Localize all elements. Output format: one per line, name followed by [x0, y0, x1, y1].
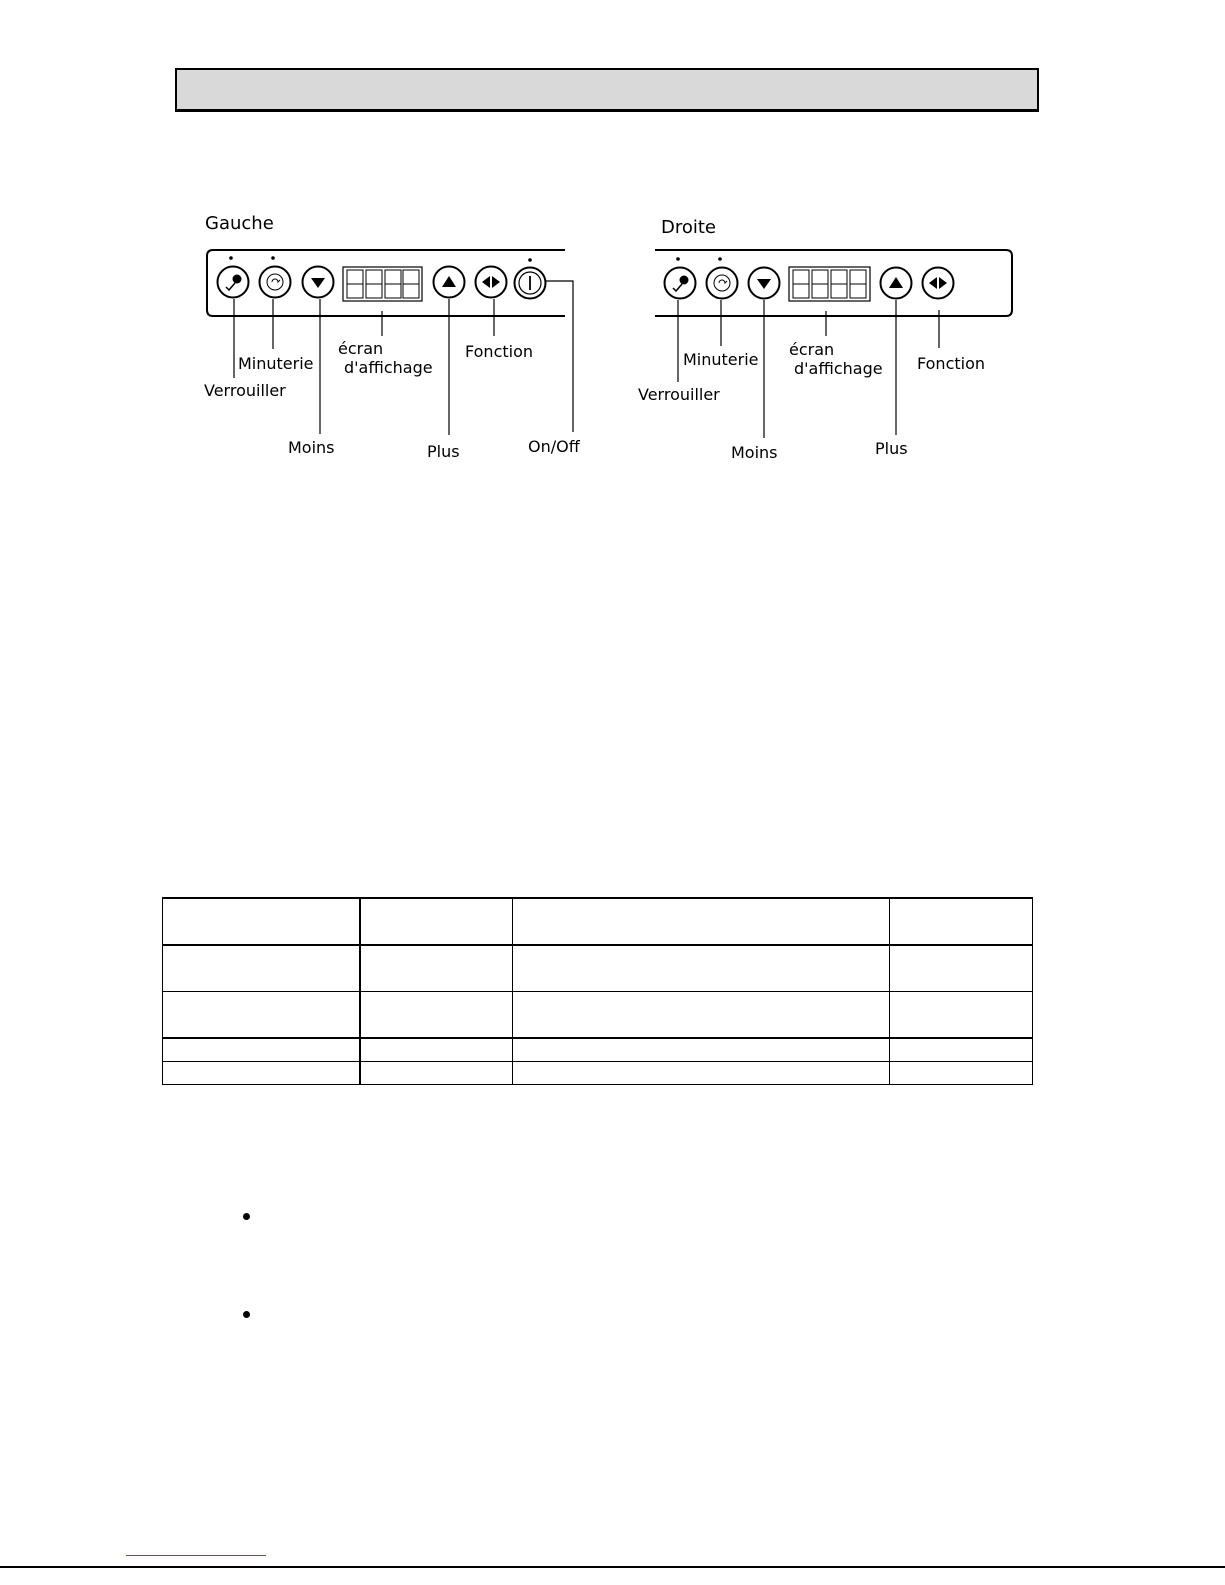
table-cell	[163, 945, 360, 992]
right-minus-button[interactable]	[749, 268, 780, 299]
timer-button[interactable]	[260, 267, 291, 298]
right-lock-indicator-dot	[676, 257, 680, 261]
table-row	[163, 1038, 1033, 1062]
specification-table	[162, 897, 1033, 1085]
table-cell	[513, 1038, 890, 1062]
table-cell	[513, 945, 890, 992]
right-panel-title: Droite	[661, 217, 717, 238]
left-label-minus: Moins	[288, 438, 335, 457]
table-header-cell	[163, 898, 360, 945]
table-cell	[890, 945, 1033, 992]
table-cell	[163, 1038, 360, 1062]
table-cell	[360, 1062, 513, 1085]
lock-indicator-dot	[229, 256, 233, 260]
table-cell	[163, 1062, 360, 1085]
lock-button[interactable]	[218, 267, 249, 298]
plus-button[interactable]	[434, 267, 465, 298]
right-timer-button[interactable]	[707, 268, 738, 299]
left-label-display-1: écran	[338, 339, 384, 358]
right-timer-indicator-dot	[718, 257, 722, 261]
hyperlink-underline[interactable]	[126, 1555, 266, 1556]
onoff-indicator-dot	[528, 258, 532, 262]
table-row	[163, 945, 1033, 992]
table-cell	[360, 945, 513, 992]
table-cell	[360, 992, 513, 1039]
bullet-point	[243, 1213, 250, 1220]
left-panel-title: Gauche	[205, 213, 274, 234]
footer-rule	[0, 1566, 1225, 1568]
table-cell	[360, 1038, 513, 1062]
table-header-cell	[890, 898, 1033, 945]
table-header-cell	[513, 898, 890, 945]
timer-indicator-dot	[271, 256, 275, 260]
table-row	[163, 992, 1033, 1039]
right-lock-button[interactable]	[665, 268, 696, 299]
table-cell	[890, 1038, 1033, 1062]
left-label-timer: Minuterie	[238, 354, 314, 373]
table-cell	[513, 1062, 890, 1085]
table-cell	[513, 992, 890, 1039]
table-row	[163, 1062, 1033, 1085]
bullet-point	[243, 1311, 250, 1318]
right-label-plus: Plus	[875, 439, 908, 458]
right-label-display-1: écran	[789, 340, 835, 359]
right-label-display-2: d'affichage	[794, 359, 883, 378]
left-label-display-2: d'affichage	[344, 358, 433, 377]
table-header-cell	[360, 898, 513, 945]
right-label-function: Fonction	[917, 354, 986, 373]
onoff-button[interactable]	[515, 268, 546, 299]
minus-button[interactable]	[303, 267, 334, 298]
left-label-plus: Plus	[427, 442, 460, 461]
left-label-onoff: On/Off	[528, 437, 580, 456]
table-header-row	[163, 898, 1033, 945]
table-cell	[890, 992, 1033, 1039]
right-label-minus: Moins	[731, 443, 778, 462]
right-function-button[interactable]	[923, 268, 954, 299]
right-label-timer: Minuterie	[683, 350, 759, 369]
right-display-screen	[789, 267, 870, 301]
left-label-lock: Verrouiller	[204, 381, 286, 400]
table-cell	[890, 1062, 1033, 1085]
left-label-function: Fonction	[465, 342, 534, 361]
left-display-screen	[343, 267, 422, 301]
table-cell	[163, 992, 360, 1039]
right-plus-button[interactable]	[881, 268, 912, 299]
right-label-lock: Verrouiller	[638, 385, 720, 404]
function-button[interactable]	[476, 267, 507, 298]
